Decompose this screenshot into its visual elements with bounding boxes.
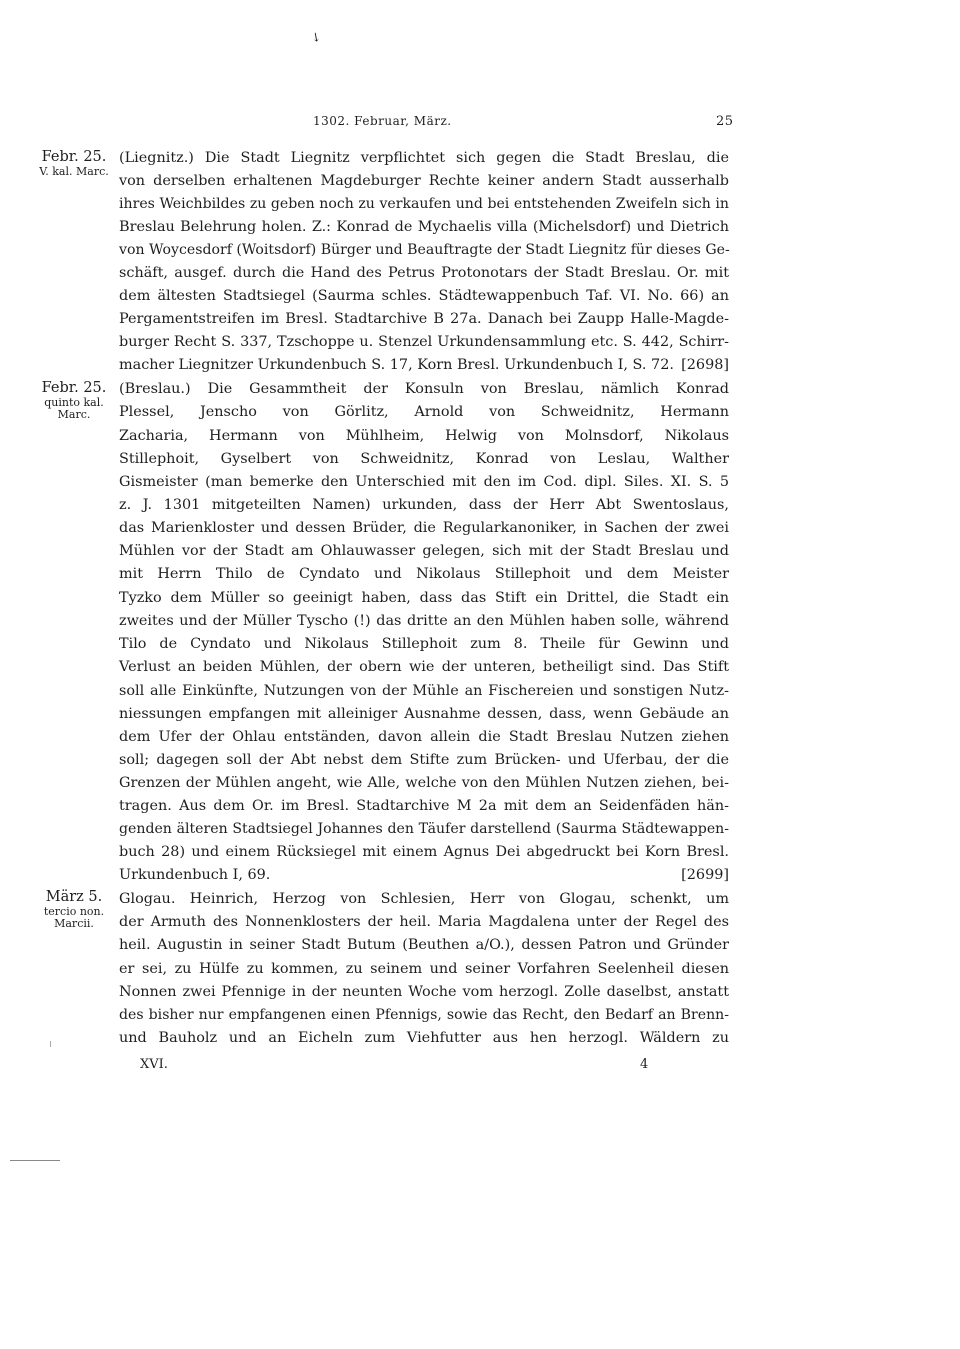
margin-note-1 bbox=[33, 148, 115, 178]
text-line: zweites und der Müller Tyscho (!) das dritte an den Mühlen haben solle, während bbox=[119, 613, 729, 629]
record-number: [2698] bbox=[681, 357, 729, 373]
text-line: er sei, zu Hülfe zu kommen, zu seinem und seiner Vorfahren Seelenheil diesen bbox=[119, 961, 729, 977]
text-line: Nonnen zwei Pfennige in der neunten Woche vom herzogl. Zolle daselbst, anstatt bbox=[119, 984, 729, 1000]
text-line: Pergamentstreifen im Bresl. Stadtarchive B 27a. Danach bei Zaupp Halle-Magde- bbox=[119, 311, 729, 327]
margin-sub: V. kal. Marc. bbox=[39, 165, 109, 178]
running-head-title: 1302. Februar, März. bbox=[313, 114, 452, 128]
text-line: burger Recht S. 337, Tzschoppe u. Stenzel Urkundensammlung etc. S. 442, Schirr- bbox=[119, 334, 729, 350]
text-line: Tyzko dem Müller so geeinigt haben, dass das Stift ein Drittel, die Stadt ein bbox=[119, 590, 729, 606]
text-line: Stillephoit, Gyselbert von Schweidnitz, Konrad von Leslau, Walther bbox=[119, 451, 729, 467]
text-line: (Liegnitz.) Die Stadt Liegnitz verpflichtet sich gegen die Stadt Breslau, die bbox=[119, 150, 729, 166]
text-line: mit Herrn Thilo de Cyndato und Nikolaus Stillephoit und dem Meister bbox=[119, 566, 729, 582]
text-line: genden älteren Stadtsiegel Johannes den Täufer darstellend (Saurma Städtewappen- bbox=[119, 821, 729, 837]
margin-date: Febr. 25. bbox=[41, 149, 107, 165]
text-line: Mühlen vor der Stadt am Ohlauwasser gelegen, sich mit der Stadt Breslau und bbox=[119, 543, 729, 559]
text-line: von Woycesdorf (Woitsdorf) Bürger und Beauftragte der Stadt Liegnitz für dieses Ge- bbox=[119, 242, 730, 258]
text-line: z. J. 1301 mitgeteilten Namen) urkunden, dass der Herr Abt Swentoslaus, bbox=[119, 497, 729, 513]
text-line: der Armuth des Nonnenklosters der heil. Maria Magdalena unter der Regel des bbox=[119, 914, 729, 930]
text-line-content: Urkundenbuch I, 69. bbox=[119, 867, 271, 883]
text-line: (Breslau.) Die Gesammtheit der Konsuln von Breslau, nämlich Konrad bbox=[119, 381, 729, 397]
text-line: heil. Augustin in seiner Stadt Butum (Beuthen a/O.), dessen Patron und Gründer bbox=[119, 937, 729, 953]
margin-note-3 bbox=[33, 888, 115, 930]
margin-date: Febr. 25. bbox=[41, 380, 107, 396]
text-line: und Bauholz und an Eicheln zum Viehfutter aus hen herzogl. Wäldern zu bbox=[119, 1030, 729, 1046]
stray-mark: ↘ bbox=[307, 28, 325, 46]
text-line: Gismeister (man bemerke den Unterschied mit den im Cod. dipl. Siles. XI. S. 5 bbox=[119, 474, 729, 490]
text-line: Breslau Belehrung holen. Z.: Konrad de Mychaelis villa (Michelsdorf) und Dietrich bbox=[119, 219, 729, 235]
text-line-content: macher Liegnitzer Urkundenbuch S. 17, Korn Bresl. Urkundenbuch I, S. 72. bbox=[119, 357, 674, 373]
text-line: soll alle Einkünfte, Nutzungen von der Mühle an Fischereien und sonstigen Nutz- bbox=[119, 683, 729, 699]
margin-note-2 bbox=[33, 379, 115, 421]
text-line: Glogau. Heinrich, Herzog von Schlesien, Herr von Glogau, schenkt, um bbox=[119, 891, 729, 907]
text-line: Tilo de Cyndato und Nikolaus Stillephoit zum 8. Theile für Gewinn und bbox=[119, 636, 729, 652]
text-line: dem Ufer der Ohlau entständen, davon allein die Stadt Breslau Nutzen ziehen bbox=[119, 729, 729, 745]
scan-rule bbox=[10, 1160, 60, 1161]
text-line: schäft, ausgef. durch die Hand des Petrus Protonotars der Stadt Breslau. Or. mit bbox=[119, 265, 729, 281]
text-line: von derselben erhaltenen Magdeburger Rechte keiner andern Stadt ausserhalb bbox=[119, 173, 729, 189]
text-line: tragen. Aus dem Or. im Bresl. Stadtarchive M 2a mit dem an Seidenfäden hän- bbox=[119, 798, 729, 814]
margin-sub: tercio non. Marcii. bbox=[43, 905, 105, 930]
text-line: dem ältesten Stadtsiegel (Saurma schles. Städtewappenbuch Taf. VI. No. 66) an bbox=[119, 288, 729, 304]
sheet-number: 4 bbox=[640, 1057, 649, 1072]
text-line bbox=[119, 864, 729, 887]
page-number: 25 bbox=[716, 114, 734, 129]
record-number: [2699] bbox=[681, 867, 729, 883]
text-line: das Marienkloster und dessen Brüder, die Regularkanoniker, in Sachen der zwei bbox=[119, 520, 729, 536]
text-line: buch 28) und einem Rücksiegel mit einem Agnus Dei abgedruckt bei Korn Bresl. bbox=[119, 844, 729, 860]
text-line: des bisher nur empfangenen einen Pfennigs, sowie das Recht, den Bedarf an Brenn- bbox=[119, 1007, 729, 1023]
text-line: Plessel, Jenscho von Görlitz, Arnold von Schweidnitz, Hermann bbox=[119, 404, 729, 420]
text-line: ihres Weichbildes zu geben noch zu verkaufen und bei entstehenden Zweifeln sich in bbox=[119, 196, 729, 212]
stray-tick bbox=[50, 1041, 51, 1047]
text-line: soll; dagegen soll der Abt nebst dem Stifte zum Brücken- und Uferbau, der die bbox=[119, 752, 729, 768]
text-line: niessungen empfangen mit alleiniger Ausnahme dessen, dass, wenn Gebäude an bbox=[119, 706, 729, 722]
text-line bbox=[119, 354, 729, 377]
text-line: Grenzen der Mühlen angeht, wie Alle, welche von den Mühlen Nutzen ziehen, bei- bbox=[119, 775, 729, 791]
signature-mark: XVI. bbox=[140, 1057, 168, 1072]
text-line: Verlust an beiden Mühlen, der obern wie der unteren, betheiligt sind. Das Stift bbox=[119, 659, 729, 675]
margin-sub: quinto kal. Marc. bbox=[44, 396, 104, 421]
text-line: Zacharia, Hermann von Mühlheim, Helwig von Molnsdorf, Nikolaus bbox=[119, 428, 729, 444]
margin-date: März 5. bbox=[45, 889, 103, 905]
